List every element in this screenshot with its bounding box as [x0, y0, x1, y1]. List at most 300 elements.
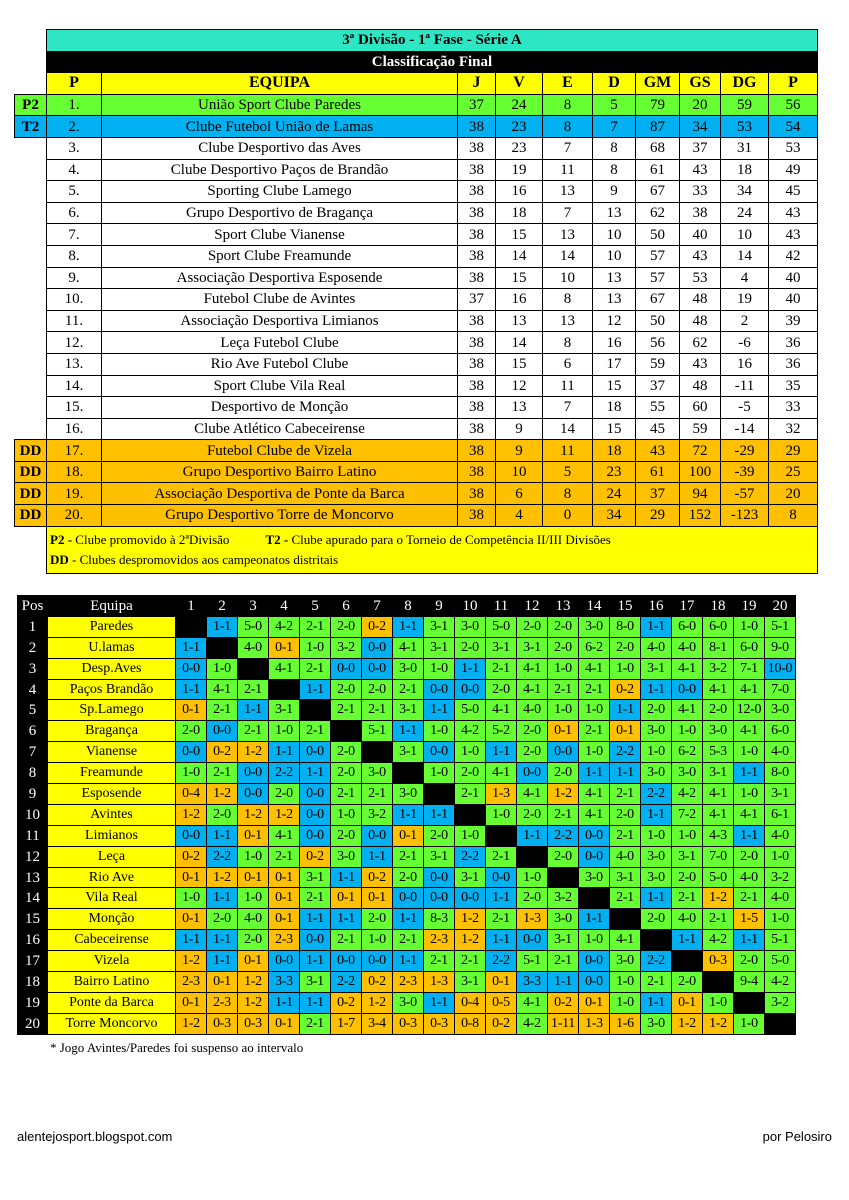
legend-t2-text: Clube apurado para o Torneio de Competência II/III Divisões: [288, 531, 611, 547]
result-cell: 2-1: [362, 784, 393, 805]
result-cell: 1-3: [517, 909, 548, 930]
goals-against-cell: 37: [680, 137, 721, 159]
result-cell: 0-0: [517, 763, 548, 784]
matrix-col-header: 2: [207, 596, 238, 617]
result-cell: 4-1: [517, 992, 548, 1013]
matrix-diagonal-cell: [393, 763, 424, 784]
result-cell: 2-3: [176, 972, 207, 993]
result-cell: 1-2: [455, 930, 486, 951]
goals-for-cell: 50: [636, 224, 680, 246]
team-name-cell: Futebol Clube de Vizela: [102, 440, 458, 462]
result-cell: 5-1: [765, 930, 796, 951]
team-name-cell: Sport Clube Freamunde: [102, 245, 458, 267]
wins-cell: 19: [496, 159, 543, 181]
result-cell: 0-1: [393, 825, 424, 846]
matrix-row: [18, 679, 796, 700]
qualification-tag: [15, 310, 47, 332]
games-cell: 38: [458, 375, 496, 397]
losses-cell: 13: [593, 202, 636, 224]
result-cell: 10-0: [765, 658, 796, 679]
matrix-diagonal-cell: [486, 825, 517, 846]
header-games: J: [458, 73, 496, 95]
legend-notes: [47, 526, 818, 573]
goals-for-cell: 79: [636, 94, 680, 116]
matrix-diagonal-cell: [424, 784, 455, 805]
result-cell: 0-0: [579, 972, 610, 993]
result-cell: 2-0: [703, 700, 734, 721]
result-cell: 2-0: [207, 804, 238, 825]
losses-cell: 12: [593, 310, 636, 332]
wins-cell: 18: [496, 202, 543, 224]
result-cell: 0-0: [548, 742, 579, 763]
result-cell: 0-3: [238, 1013, 269, 1034]
result-cell: 4-1: [579, 804, 610, 825]
result-cell: 1-0: [424, 721, 455, 742]
matrix-row-pos: 7: [18, 742, 48, 763]
result-cell: 2-1: [486, 658, 517, 679]
draws-cell: 11: [543, 159, 593, 181]
legend-dd-key: DD: [50, 551, 69, 567]
result-cell: 1-1: [331, 867, 362, 888]
goals-against-cell: 48: [680, 289, 721, 311]
games-cell: 38: [458, 159, 496, 181]
result-cell: 0-0: [331, 658, 362, 679]
draws-cell: 5: [543, 461, 593, 483]
points-cell: 20: [769, 483, 818, 505]
result-cell: 6-0: [703, 616, 734, 637]
result-cell: 2-0: [517, 721, 548, 742]
result-cell: 4-1: [486, 700, 517, 721]
result-cell: 2-1: [579, 679, 610, 700]
result-cell: 0-1: [610, 721, 641, 742]
games-cell: 38: [458, 224, 496, 246]
standings-row: [15, 137, 818, 159]
wins-cell: 4: [496, 505, 543, 527]
qualification-tag: [15, 397, 47, 419]
result-cell: 1-3: [424, 972, 455, 993]
result-cell: 0-0: [424, 867, 455, 888]
standings-row: [15, 94, 818, 116]
result-cell: 1-1: [331, 909, 362, 930]
legend-p2-text: Clube promovido à 2ªDivisão: [72, 531, 230, 547]
result-cell: 6-2: [672, 742, 703, 763]
result-cell: 2-0: [424, 825, 455, 846]
result-cell: 4-0: [672, 637, 703, 658]
result-cell: 3-1: [393, 742, 424, 763]
result-cell: 0-0: [486, 867, 517, 888]
result-cell: 4-1: [610, 930, 641, 951]
points-cell: 54: [769, 116, 818, 138]
points-cell: 42: [769, 245, 818, 267]
result-cell: 2-1: [548, 951, 579, 972]
result-cell: 4-2: [269, 616, 300, 637]
result-cell: 4-0: [238, 909, 269, 930]
result-cell: 1-1: [207, 888, 238, 909]
result-cell: 0-0: [362, 658, 393, 679]
legend-line-1: [50, 530, 814, 550]
matrix-diagonal-cell: [238, 658, 269, 679]
result-cell: 0-0: [455, 888, 486, 909]
result-cell: 1-0: [610, 992, 641, 1013]
result-cell: 2-2: [455, 846, 486, 867]
result-cell: 3-2: [703, 658, 734, 679]
result-cell: 3-2: [362, 804, 393, 825]
qualification-tag: DD: [15, 461, 47, 483]
result-cell: 0-1: [269, 909, 300, 930]
goal-diff-cell: 19: [721, 289, 769, 311]
result-cell: 2-1: [455, 951, 486, 972]
result-cell: 1-2: [238, 972, 269, 993]
result-cell: 2-1: [238, 679, 269, 700]
result-cell: 1-0: [579, 700, 610, 721]
matrix-col-header: 7: [362, 596, 393, 617]
matrix-row: [18, 658, 796, 679]
qualification-tag: [15, 332, 47, 354]
standings-row: [15, 224, 818, 246]
result-cell: 1-0: [672, 721, 703, 742]
header-goal-diff: DG: [721, 73, 769, 95]
goals-against-cell: 53: [680, 267, 721, 289]
footnote: * Jogo Avintes/Paredes foi suspenso ao intervalo: [50, 1040, 304, 1055]
result-cell: 0-1: [238, 951, 269, 972]
result-cell: 2-3: [207, 992, 238, 1013]
standings-row: [15, 440, 818, 462]
result-cell: 1-2: [362, 992, 393, 1013]
standings-row: [15, 202, 818, 224]
qualification-tag: [15, 289, 47, 311]
goals-for-cell: 68: [636, 137, 680, 159]
matrix-row-team: Vianense: [48, 742, 176, 763]
result-cell: 0-4: [455, 992, 486, 1013]
points-cell: 40: [769, 289, 818, 311]
result-cell: 2-1: [362, 700, 393, 721]
matrix-row: [18, 888, 796, 909]
matrix-row: [18, 637, 796, 658]
matrix-diagonal-cell: [579, 888, 610, 909]
matrix-row-pos: 14: [18, 888, 48, 909]
result-cell: 2-0: [455, 763, 486, 784]
matrix-row: [18, 804, 796, 825]
goals-against-cell: 48: [680, 375, 721, 397]
wins-cell: 13: [496, 397, 543, 419]
result-cell: 1-1: [300, 909, 331, 930]
result-cell: 0-0: [517, 930, 548, 951]
result-cell: 2-1: [331, 784, 362, 805]
result-cell: 1-0: [455, 825, 486, 846]
result-cell: 3-0: [393, 658, 424, 679]
result-cell: 2-1: [300, 658, 331, 679]
result-cell: 2-0: [269, 784, 300, 805]
result-cell: 1-1: [176, 637, 207, 658]
matrix-row-team: Paredes: [48, 616, 176, 637]
result-cell: 4-1: [703, 804, 734, 825]
goal-diff-cell: -6: [721, 332, 769, 354]
position-cell: 15.: [47, 397, 102, 419]
matrix-col-header: 19: [734, 596, 765, 617]
goals-for-cell: 37: [636, 483, 680, 505]
result-cell: 3-1: [610, 867, 641, 888]
result-cell: 2-0: [331, 616, 362, 637]
result-cell: 6-2: [579, 637, 610, 658]
result-cell: 2-1: [486, 846, 517, 867]
matrix-col-header: 10: [455, 596, 486, 617]
result-cell: 0-0: [424, 679, 455, 700]
points-cell: 56: [769, 94, 818, 116]
wins-cell: 13: [496, 310, 543, 332]
header-goals-against: GS: [680, 73, 721, 95]
result-cell: 0-2: [548, 992, 579, 1013]
qualification-tag: [15, 224, 47, 246]
team-name-cell: Associação Desportiva de Ponte da Barca: [102, 483, 458, 505]
result-cell: 3-1: [486, 637, 517, 658]
result-cell: 7-0: [703, 846, 734, 867]
result-cell: 0-1: [269, 637, 300, 658]
qualification-tag: [15, 245, 47, 267]
goals-for-cell: 57: [636, 245, 680, 267]
draws-cell: 11: [543, 375, 593, 397]
losses-cell: 18: [593, 397, 636, 419]
matrix-col-header: 13: [548, 596, 579, 617]
result-cell: 1-0: [176, 888, 207, 909]
result-cell: 4-1: [207, 679, 238, 700]
goals-for-cell: 61: [636, 461, 680, 483]
result-cell: 4-1: [672, 700, 703, 721]
result-cell: 1-1: [207, 951, 238, 972]
result-cell: 4-1: [734, 679, 765, 700]
goal-diff-cell: 10: [721, 224, 769, 246]
goal-diff-cell: 14: [721, 245, 769, 267]
legend-dd-text: - Clubes despromovidos aos campeonatos distritais: [68, 551, 339, 567]
goals-for-cell: 87: [636, 116, 680, 138]
result-cell: 3-0: [765, 700, 796, 721]
result-cell: 0-0: [424, 888, 455, 909]
result-cell: 3-1: [300, 867, 331, 888]
losses-cell: 8: [593, 137, 636, 159]
result-cell: 5-0: [486, 616, 517, 637]
result-cell: 2-1: [610, 784, 641, 805]
result-cell: 0-1: [176, 700, 207, 721]
standings-row: [15, 267, 818, 289]
result-cell: 1-0: [207, 658, 238, 679]
result-cell: 3-1: [269, 700, 300, 721]
result-cell: 1-1: [269, 992, 300, 1013]
result-cell: 1-11: [548, 1013, 579, 1034]
standings-row: [15, 181, 818, 203]
result-cell: 3-1: [455, 972, 486, 993]
result-cell: 1-2: [176, 1013, 207, 1034]
matrix-diagonal-cell: [455, 804, 486, 825]
result-cell: 2-1: [579, 721, 610, 742]
qualification-tag: T2: [15, 116, 47, 138]
result-cell: 4-1: [703, 784, 734, 805]
draws-cell: 8: [543, 483, 593, 505]
result-cell: 1-1: [579, 763, 610, 784]
team-name-cell: Rio Ave Futebol Clube: [102, 353, 458, 375]
result-cell: 2-1: [331, 700, 362, 721]
goals-against-cell: 20: [680, 94, 721, 116]
result-cell: 1-2: [207, 867, 238, 888]
header-team: EQUIPA: [102, 73, 458, 95]
result-cell: 4-0: [765, 825, 796, 846]
matrix-row-team: Rio Ave: [48, 867, 176, 888]
result-cell: 2-0: [517, 616, 548, 637]
legend-t2-key: T2 -: [265, 531, 289, 547]
matrix-diagonal-cell: [548, 867, 579, 888]
result-cell: 6-1: [765, 804, 796, 825]
matrix-row-pos: 9: [18, 784, 48, 805]
losses-cell: 13: [593, 289, 636, 311]
matrix-row: [18, 867, 796, 888]
matrix-diagonal-cell: [269, 679, 300, 700]
matrix-col-header: 15: [610, 596, 641, 617]
result-cell: 1-1: [486, 930, 517, 951]
result-cell: 2-0: [548, 637, 579, 658]
result-cell: 0-1: [548, 721, 579, 742]
result-cell: 2-1: [610, 825, 641, 846]
result-cell: 3-3: [269, 972, 300, 993]
goals-against-cell: 40: [680, 224, 721, 246]
result-cell: 1-2: [238, 804, 269, 825]
result-cell: 2-1: [734, 888, 765, 909]
team-name-cell: Clube Desportivo das Aves: [102, 137, 458, 159]
matrix-diagonal-cell: [300, 700, 331, 721]
result-cell: 1-0: [703, 992, 734, 1013]
draws-cell: 13: [543, 224, 593, 246]
team-name-cell: Associação Desportiva Limianos: [102, 310, 458, 332]
result-cell: 0-0: [176, 658, 207, 679]
result-cell: 1-0: [672, 825, 703, 846]
result-cell: 3-0: [548, 909, 579, 930]
matrix-col-header: 6: [331, 596, 362, 617]
result-cell: 1-1: [300, 992, 331, 1013]
matrix-row-team: Limianos: [48, 825, 176, 846]
result-cell: 1-7: [331, 1013, 362, 1034]
result-cell: 2-2: [641, 784, 672, 805]
result-cell: 1-0: [734, 784, 765, 805]
draws-cell: 8: [543, 116, 593, 138]
result-cell: 0-2: [362, 616, 393, 637]
result-cell: 1-2: [238, 742, 269, 763]
losses-cell: 15: [593, 418, 636, 440]
result-cell: 3-1: [641, 658, 672, 679]
result-cell: 2-1: [548, 679, 579, 700]
result-cell: 4-0: [765, 888, 796, 909]
result-cell: 2-0: [734, 951, 765, 972]
goals-for-cell: 55: [636, 397, 680, 419]
result-cell: 1-1: [579, 909, 610, 930]
result-cell: 0-0: [455, 679, 486, 700]
result-cell: 0-0: [176, 742, 207, 763]
result-cell: 1-0: [424, 763, 455, 784]
result-cell: 1-0: [269, 721, 300, 742]
team-name-cell: Desportivo de Monção: [102, 397, 458, 419]
result-cell: 2-1: [486, 909, 517, 930]
result-cell: 0-2: [331, 992, 362, 1013]
result-cell: 0-1: [579, 992, 610, 1013]
result-cell: 1-1: [641, 616, 672, 637]
result-cell: 2-0: [641, 909, 672, 930]
position-cell: 16.: [47, 418, 102, 440]
result-cell: 0-2: [362, 867, 393, 888]
standings-row: [15, 289, 818, 311]
result-cell: 2-0: [331, 742, 362, 763]
result-cell: 0-2: [362, 972, 393, 993]
standings-table: [14, 29, 818, 574]
result-cell: 1-0: [486, 804, 517, 825]
result-cell: 3-0: [641, 1013, 672, 1034]
result-cell: 2-1: [300, 616, 331, 637]
result-cell: 1-0: [641, 825, 672, 846]
result-cell: 1-1: [455, 658, 486, 679]
result-cell: 3-0: [610, 951, 641, 972]
result-cell: 0-1: [238, 825, 269, 846]
result-cell: 2-0: [455, 637, 486, 658]
site-url: alentejosport.blogspot.com: [17, 1129, 173, 1144]
matrix-col-header: 20: [765, 596, 796, 617]
result-cell: 3-0: [455, 616, 486, 637]
result-cell: 1-0: [362, 930, 393, 951]
result-cell: 4-0: [641, 637, 672, 658]
result-cell: 7-0: [765, 679, 796, 700]
losses-cell: 16: [593, 332, 636, 354]
result-cell: 0-1: [269, 1013, 300, 1034]
result-cell: 1-0: [238, 846, 269, 867]
losses-cell: 8: [593, 159, 636, 181]
result-cell: 4-3: [703, 825, 734, 846]
result-cell: 4-1: [517, 658, 548, 679]
matrix-row-team: Bragança: [48, 721, 176, 742]
result-cell: 4-2: [765, 972, 796, 993]
result-cell: 0-1: [486, 972, 517, 993]
result-cell: 4-1: [734, 804, 765, 825]
result-cell: 5-0: [455, 700, 486, 721]
goals-against-cell: 43: [680, 245, 721, 267]
goals-for-cell: 56: [636, 332, 680, 354]
matrix-row-pos: 2: [18, 637, 48, 658]
matrix-row-team: Avintes: [48, 804, 176, 825]
standings-row: [15, 418, 818, 440]
matrix-row: [18, 700, 796, 721]
result-cell: 2-2: [331, 972, 362, 993]
points-cell: 49: [769, 159, 818, 181]
result-cell: 2-0: [548, 616, 579, 637]
result-cell: 1-0: [548, 658, 579, 679]
matrix-row: [18, 909, 796, 930]
team-name-cell: Sport Clube Vila Real: [102, 375, 458, 397]
result-cell: 0-2: [486, 1013, 517, 1034]
goals-against-cell: 62: [680, 332, 721, 354]
matrix-row-pos: 4: [18, 679, 48, 700]
result-cell: 1-0: [765, 846, 796, 867]
result-cell: 3-1: [455, 867, 486, 888]
wins-cell: 23: [496, 137, 543, 159]
games-cell: 37: [458, 94, 496, 116]
result-cell: 2-0: [517, 888, 548, 909]
result-cell: 1-1: [734, 825, 765, 846]
goals-for-cell: 29: [636, 505, 680, 527]
losses-cell: 13: [593, 267, 636, 289]
result-cell: 1-1: [393, 616, 424, 637]
matrix-row: [18, 784, 796, 805]
result-cell: 1-2: [672, 1013, 703, 1034]
team-name-cell: Futebol Clube de Avintes: [102, 289, 458, 311]
result-cell: 0-3: [393, 1013, 424, 1034]
result-cell: 1-0: [455, 742, 486, 763]
result-cell: 8-0: [610, 616, 641, 637]
goals-for-cell: 67: [636, 289, 680, 311]
result-cell: 2-0: [331, 763, 362, 784]
standings-row: [15, 483, 818, 505]
